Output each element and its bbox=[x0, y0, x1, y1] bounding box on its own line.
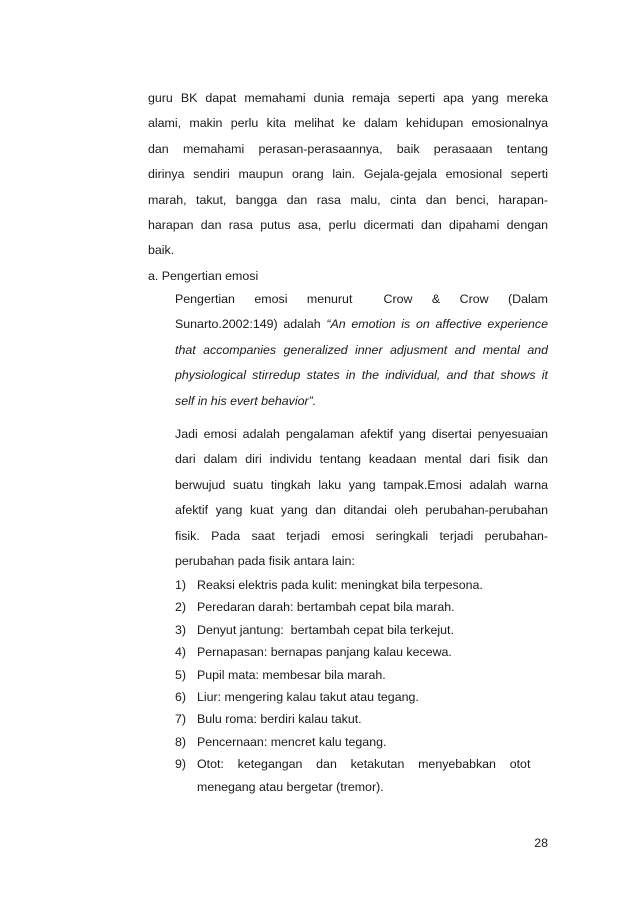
list-item bbox=[175, 641, 548, 663]
list-number: 8) bbox=[175, 734, 187, 749]
definition-line: physiological stirredup states in the individual, and that shows it bbox=[175, 368, 548, 383]
list-item bbox=[175, 686, 548, 708]
paragraph-line: dari dalam diri individu tentang keadaan mental dari fisik dan bbox=[175, 452, 548, 467]
paragraph-line: guru BK dapat memahami dunia remaja seperti apa yang mereka bbox=[148, 91, 548, 105]
definition-text: Sunarto.2002:149) adalah bbox=[175, 317, 327, 332]
physical-changes-list bbox=[175, 574, 548, 798]
paragraph-line: perubahan pada fisik antara lain: bbox=[175, 553, 355, 568]
list-text: Pupil mata: membesar bila marah. bbox=[197, 667, 386, 682]
list-item bbox=[175, 619, 548, 641]
list-number: 9) bbox=[175, 757, 187, 772]
list-text: Liur: mengering kalau takut atau tegang. bbox=[197, 689, 419, 704]
paragraph-line: fisik. Pada saat terjadi emosi seringkali terjadi perubahan- bbox=[175, 528, 548, 543]
definition-line: self in his evert behavior”. bbox=[175, 393, 317, 408]
definition-quote: “An emotion is on affective experience bbox=[326, 317, 548, 332]
section-heading: a. Pengertian emosi bbox=[148, 269, 259, 283]
paragraph-line: dan memahami perasan-perasaannya, baik perasaaan tentang bbox=[148, 141, 548, 156]
definition-text: Pengertian emosi menurut Crow & Crow (Dalam bbox=[175, 292, 548, 306]
list-text: Pernapasan: bernapas panjang kalau kecewa. bbox=[197, 645, 452, 660]
list-number: 1) bbox=[175, 578, 187, 592]
list-number: 4) bbox=[175, 645, 187, 660]
paragraph-line: marah, takut, bangga dan rasa malu, cinta dan benci, harapan- bbox=[148, 192, 548, 207]
list-number: 7) bbox=[175, 712, 187, 727]
list-number: 5) bbox=[175, 667, 187, 682]
paragraph-line: berwujud suatu tingkah laku yang tampak.Emosi adalah warna bbox=[175, 477, 548, 492]
definition-line bbox=[175, 287, 548, 312]
list-text: Bulu roma: berdiri kalau takut. bbox=[197, 712, 362, 727]
list-item bbox=[175, 708, 548, 730]
list-text: Otot: ketegangan dan ketakutan menyebabkan otot bbox=[197, 757, 531, 772]
list-item bbox=[175, 753, 548, 775]
paragraph-line: alami, makin perlu kita melihat ke dalam kehidupan emosionalnya bbox=[148, 116, 548, 131]
list-number: 2) bbox=[175, 600, 187, 615]
paragraph-line: afektif yang kuat yang dan ditandai oleh perubahan-perubahan bbox=[175, 503, 548, 518]
paragraph-emotion bbox=[175, 422, 548, 574]
list-item bbox=[175, 574, 548, 596]
list-item bbox=[175, 596, 548, 618]
page-number: 28 bbox=[534, 836, 548, 850]
list-text: Pencernaan: mencret kalu tegang. bbox=[197, 734, 387, 749]
paragraph-line: dirinya sendiri maupun orang lain. Gejala-gejala emosional seperti bbox=[148, 167, 548, 182]
paragraph-line: harapan dan rasa putus asa, perlu dicermati dan dipahami dengan bbox=[148, 217, 548, 232]
list-number: 3) bbox=[175, 622, 187, 637]
list-item bbox=[175, 664, 548, 686]
definition-line bbox=[175, 312, 548, 337]
paragraph-line: Jadi emosi adalah pengalaman afektif yang disertai penyesuaian bbox=[175, 427, 548, 441]
definition-block bbox=[175, 287, 548, 414]
list-text: Denyut jantung: bertambah cepat bila terkejut. bbox=[197, 622, 454, 637]
definition-line: that accompanies generalized inner adjusment and mental and bbox=[175, 342, 548, 357]
paragraph-line: baik. bbox=[148, 243, 175, 258]
list-item-continuation: menegang atau bergetar (tremor). bbox=[197, 779, 384, 794]
list-item bbox=[175, 731, 548, 753]
list-text: Reaksi elektris pada kulit: meningkat bila terpesona. bbox=[197, 578, 483, 592]
paragraph-intro bbox=[148, 86, 548, 264]
list-number: 6) bbox=[175, 689, 187, 704]
list-text: Peredaran darah: bertambah cepat bila marah. bbox=[197, 600, 455, 615]
